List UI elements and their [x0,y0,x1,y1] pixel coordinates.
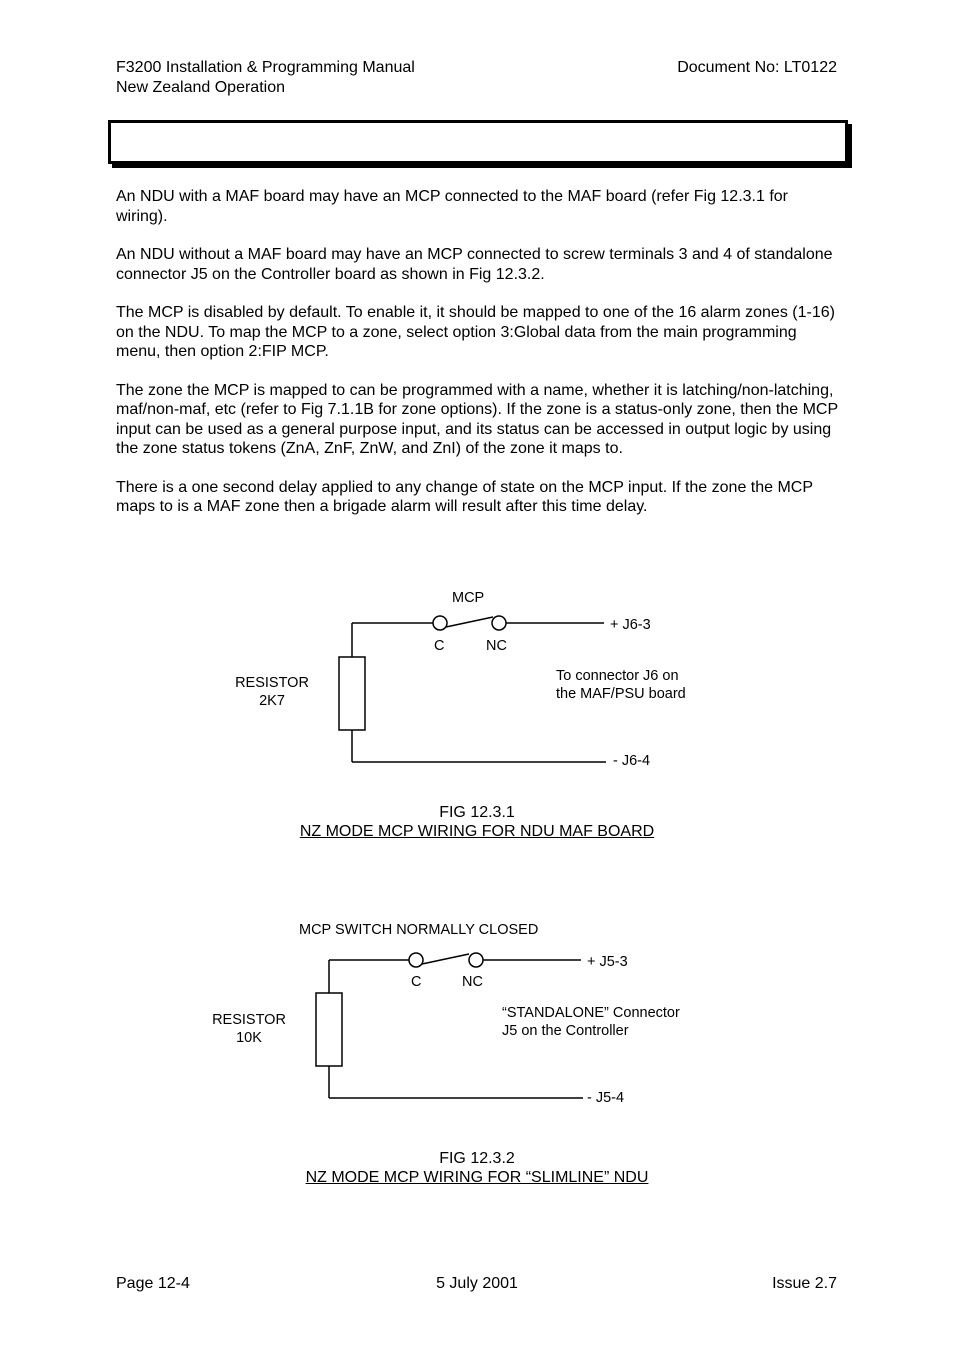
fig2-resistor-value: 10K [236,1030,262,1046]
fig1-resistor-value: 2K7 [259,693,285,709]
fig1-caption-title-row [0,822,954,841]
fig1-resistor [339,657,365,730]
fig2-resistor-label: RESISTOR [212,1012,286,1028]
page-number: Page 12-4 [116,1275,190,1292]
body-text [116,187,842,536]
fig2-terminal-nc [469,953,483,967]
operation-subtitle: New Zealand Operation [116,79,285,96]
section-title-box [108,120,848,164]
fig2-connector-line2: J5 on the Controller [502,1023,629,1039]
fig2-switch-blade [422,954,469,964]
fig2-caption-number: FIG 12.3.2 [439,1150,515,1167]
issue-number: Issue 2.7 [772,1275,837,1292]
fig2-connector-line1: “STANDALONE” Connector [502,1005,680,1021]
paragraph-5: There is a one second delay applied to any change of state on the MCP input. If the zone the MCP maps to is a MAF zone then a brigade alarm will result after this time delay. [116,478,813,515]
fig1-connector-line1: To connector J6 on [556,668,679,684]
paragraph-2: An NDU without a MAF board may have an MCP connected to screw terminals 3 and 4 of standalone connector J5 on the Controller board as shown in Fig 12.3.2. [116,246,833,283]
fig1-resistor-label: RESISTOR [235,675,309,691]
fig2-minus-label: - J5-4 [587,1090,625,1106]
document-number: Document No: LT0122 [677,59,837,76]
fig1-caption-title: NZ MODE MCP WIRING FOR NDU MAF BOARD [299,823,655,840]
fig1-switch-label: MCP [452,590,485,606]
fig2-caption-title: NZ MODE MCP WIRING FOR “SLIMLINE” NDU [305,1169,649,1186]
fig1-minus-label: - J6-4 [613,753,651,769]
fig1-connector-line2: the MAF/PSU board [556,686,686,702]
fig2-terminal-c [409,953,423,967]
fig1-nc-label: NC [486,638,507,654]
paragraph-1: An NDU with a MAF board may have an MCP connected to the MAF board (refer Fig 12.3.1 for wiring). [116,188,789,225]
fig2-resistor [316,993,342,1066]
fig2-c-label: C [411,974,422,990]
manual-title: F3200 Installation & Programming Manual [116,59,415,76]
paragraph-4: The zone the MCP is mapped to can be programmed with a name, whether it is latching/non-latching, maf/non-maf, etc (refer to Fig 7.1.1B for zone options). If the zone is a status-only zone, then the MCP input can be used as a general purpose input, and its status can be accessed in output logic by using the zone status tokens (ZnA, ZnF, ZnW, and ZnI) of the zone it maps to. [116,381,838,457]
paragraph-3: The MCP is disabled by default. To enable it, it should be mapped to one of the 16 alarm zones (1-16) on the NDU. To map the MCP to a zone, select option 3:Global data from the main programming menu, then option 2:FIP MCP. [116,304,835,360]
fig2-caption-title-row [0,1168,954,1187]
fig1-plus-label: + J6-3 [610,617,651,633]
fig1-terminal-nc [492,616,506,630]
fig2-plus-label: + J5-3 [587,954,628,970]
fig1-c-label: C [434,638,445,654]
fig1-switch-blade [446,617,493,627]
fig1-terminal-c [433,616,447,630]
footer-date: 5 July 2001 [436,1275,518,1292]
fig2-nc-label: NC [462,974,483,990]
fig1-caption-number: FIG 12.3.1 [439,804,515,821]
fig2-switch-label: MCP SWITCH NORMALLY CLOSED [299,922,539,938]
